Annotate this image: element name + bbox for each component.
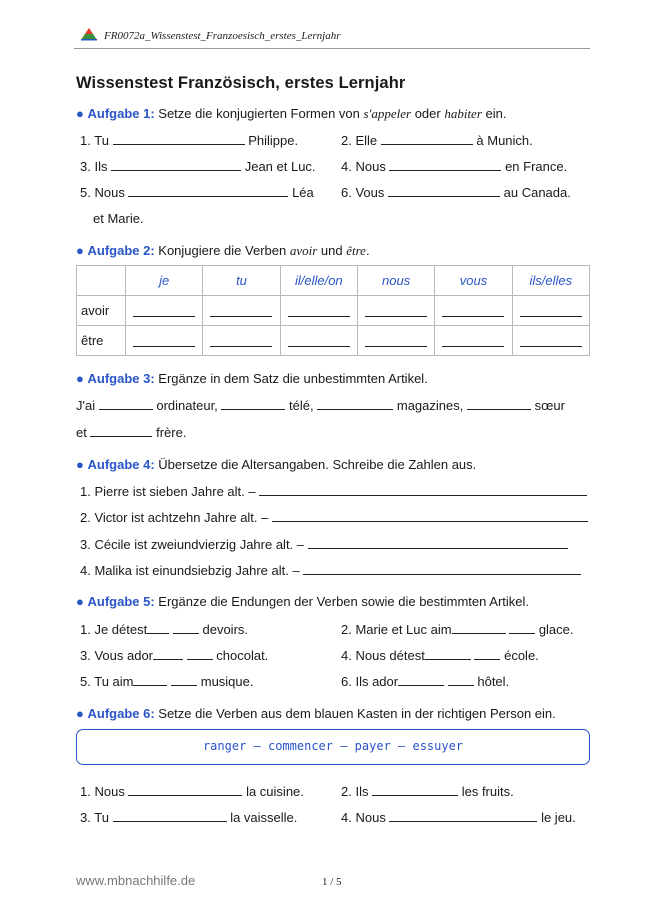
bullet-icon: ●: [76, 243, 84, 258]
task5-item-5: [80, 674, 253, 689]
item-pre: Ils ador: [355, 674, 399, 689]
answer-blank[interactable]: [147, 623, 169, 634]
task4-item-3: [80, 537, 568, 552]
task6-item-2: [341, 784, 514, 799]
answer-blank[interactable]: [171, 675, 197, 686]
table-cell[interactable]: [357, 326, 434, 356]
item-num: 2.: [341, 622, 352, 637]
sentence-part: magazines,: [396, 398, 464, 413]
item-num: 2.: [341, 133, 352, 148]
table-header-cell: vous: [435, 266, 512, 296]
answer-blank[interactable]: [133, 675, 167, 686]
task1-verb1: s'appeler: [363, 106, 412, 121]
table-cell[interactable]: [203, 326, 280, 356]
page-title: Wissenstest Französisch, erstes Lernjahr: [76, 74, 406, 92]
answer-blank[interactable]: [442, 316, 504, 317]
item-pre: Nous: [94, 185, 125, 200]
bullet-icon: ●: [76, 106, 84, 121]
task3-label: Aufgabe 3:: [87, 371, 155, 386]
answer-blank[interactable]: [308, 538, 568, 549]
item-text: Victor ist achtzehn Jahre alt. –: [94, 510, 269, 525]
item-num: 2.: [341, 784, 352, 799]
answer-blank[interactable]: [389, 160, 501, 171]
task5-item-4: [341, 648, 539, 663]
table-row: [77, 296, 590, 326]
answer-blank[interactable]: [259, 485, 587, 496]
answer-blank[interactable]: [389, 811, 537, 822]
item-post: la cuisine.: [246, 784, 304, 799]
item-post: devoirs.: [202, 622, 249, 637]
answer-blank[interactable]: [133, 316, 195, 317]
task6-text: Setze die Verben aus dem blauen Kasten in der richtigen Person ein.: [158, 706, 556, 721]
answer-blank[interactable]: [509, 623, 535, 634]
answer-blank[interactable]: [474, 649, 500, 660]
table-cell[interactable]: [512, 326, 589, 356]
table-cell[interactable]: [126, 296, 203, 326]
task5-item-1: [80, 622, 248, 637]
item-post: le jeu.: [541, 810, 576, 825]
table-header-cell: tu: [203, 266, 280, 296]
header-divider: [74, 48, 590, 49]
item-post: Léa: [292, 185, 314, 200]
task5-text: Ergänze die Endungen der Verben sowie die bestimmten Artikel.: [158, 594, 530, 609]
sentence-part: sœur: [534, 398, 565, 413]
table-cell[interactable]: [280, 296, 357, 326]
answer-blank[interactable]: [520, 316, 582, 317]
answer-blank[interactable]: [452, 623, 506, 634]
answer-blank[interactable]: [173, 623, 199, 634]
task4-label: Aufgabe 4:: [87, 457, 155, 472]
sentence-part: ordinateur,: [156, 398, 218, 413]
task6-label: Aufgabe 6:: [87, 706, 155, 721]
answer-blank[interactable]: [187, 649, 213, 660]
logo-icon: [80, 27, 98, 41]
answer-blank[interactable]: [99, 399, 153, 410]
item-pre: Nous: [355, 810, 386, 825]
task4-item-1: [80, 484, 587, 499]
item-pre: Nous détest: [355, 648, 425, 663]
item-pre: Marie et Luc aim: [355, 622, 452, 637]
task2-text-b: und: [317, 243, 347, 258]
task4-item-2: [80, 510, 588, 525]
task1-text: Setze die konjugierten Formen von: [158, 106, 364, 121]
table-row-label: être: [77, 326, 126, 356]
item-post: au Canada.: [503, 185, 571, 200]
table-header-cell: nous: [357, 266, 434, 296]
sentence-part: J'ai: [76, 398, 96, 413]
item-post: Philippe.: [248, 133, 299, 148]
table-header-row: [77, 266, 590, 296]
conjugation-table: [76, 265, 590, 356]
item-num: 1.: [80, 484, 91, 499]
table-cell[interactable]: [512, 296, 589, 326]
answer-blank[interactable]: [210, 346, 272, 347]
answer-blank[interactable]: [133, 346, 195, 347]
item-pre: Nous: [94, 784, 125, 799]
answer-blank[interactable]: [90, 426, 152, 437]
item-post: en France.: [505, 159, 568, 174]
verb-box: [76, 729, 590, 765]
item-text: Malika ist einundsiebzig Jahre alt. –: [94, 563, 300, 578]
answer-blank[interactable]: [520, 346, 582, 347]
page-number: 1 / 5: [322, 876, 342, 888]
answer-blank[interactable]: [113, 134, 245, 145]
task5-item-2: [341, 622, 574, 637]
answer-blank[interactable]: [128, 785, 242, 796]
task1-verb2: habiter: [444, 106, 482, 121]
task3-text: Ergänze in dem Satz die unbestimmten Artikel.: [158, 371, 428, 386]
answer-blank[interactable]: [388, 186, 500, 197]
item-num: 4.: [341, 159, 352, 174]
item-pre: Elle: [355, 133, 378, 148]
table-corner-cell: [77, 266, 126, 296]
verb-box-text: ranger – commencer – payer – essuyer: [202, 739, 464, 753]
item-num: 4.: [80, 563, 91, 578]
item-post: hôtel.: [477, 674, 510, 689]
item-pre: Vous ador: [94, 648, 154, 663]
sentence-part: télé,: [289, 398, 314, 413]
task1-item-3: [80, 159, 316, 174]
answer-blank[interactable]: [372, 785, 458, 796]
answer-blank[interactable]: [365, 316, 427, 317]
task1-text-c: ein.: [481, 106, 507, 121]
task1-text-b: oder: [411, 106, 445, 121]
answer-blank[interactable]: [111, 160, 241, 171]
item-num: 3.: [80, 648, 91, 663]
item-num: 2.: [80, 510, 91, 525]
task1-heading: [76, 106, 506, 122]
item-num: 6.: [341, 674, 352, 689]
table-cell[interactable]: [435, 296, 512, 326]
table-header-cell: il/elle/on: [280, 266, 357, 296]
bullet-icon: ●: [76, 457, 84, 472]
item-num: 4.: [341, 810, 352, 825]
table-header-cell: je: [126, 266, 203, 296]
item-text: Cécile ist zweiundvierzig Jahre alt. –: [94, 537, 305, 552]
item-post: la vaisselle.: [230, 810, 298, 825]
answer-blank[interactable]: [425, 649, 471, 660]
answer-blank[interactable]: [448, 675, 474, 686]
task1-item-2: [341, 133, 533, 148]
item-post: glace.: [538, 622, 574, 637]
answer-blank[interactable]: [381, 134, 473, 145]
answer-blank[interactable]: [365, 346, 427, 347]
task4-heading: [76, 457, 476, 472]
task6-heading: [76, 706, 556, 721]
item-post: Jean et Luc.: [244, 159, 316, 174]
task3-line-2: [76, 425, 186, 440]
item-pre: Je détest: [94, 622, 148, 637]
table-cell[interactable]: [357, 296, 434, 326]
item-pre: Ils: [355, 784, 369, 799]
item-pre: Tu: [94, 810, 109, 825]
sentence-part: et: [76, 425, 87, 440]
task3-heading: [76, 371, 428, 386]
item-num: 1.: [80, 784, 91, 799]
task2-text-c: .: [365, 243, 370, 258]
item-num: 3.: [80, 537, 91, 552]
task6-item-3: [80, 810, 297, 825]
task2-label: Aufgabe 2:: [87, 243, 155, 258]
table-cell[interactable]: [280, 326, 357, 356]
task1-item-6: [341, 185, 571, 200]
table-header-cell: ils/elles: [512, 266, 589, 296]
answer-blank[interactable]: [128, 186, 288, 197]
item-pre: Vous: [355, 185, 385, 200]
item-pre: Nous: [355, 159, 386, 174]
answer-blank[interactable]: [303, 564, 581, 575]
task3-line-1: [76, 398, 565, 413]
task5-item-3: [80, 648, 268, 663]
task1-item-5: [80, 185, 314, 200]
item-num: 4.: [341, 648, 352, 663]
answer-blank[interactable]: [113, 811, 227, 822]
task2-verb1: avoir: [289, 243, 318, 258]
item-post: musique.: [200, 674, 254, 689]
task1-label: Aufgabe 1:: [87, 106, 155, 121]
answer-blank[interactable]: [317, 399, 393, 410]
task1-item-4: [341, 159, 567, 174]
item-text: Pierre ist sieben Jahre alt. –: [94, 484, 256, 499]
task1-item-1: [80, 133, 298, 148]
task2-text: Konjugiere die Verben: [158, 243, 290, 258]
item-post: école.: [504, 648, 539, 663]
answer-blank[interactable]: [272, 511, 588, 522]
answer-blank[interactable]: [288, 316, 350, 317]
answer-blank[interactable]: [221, 399, 285, 410]
task5-heading: [76, 594, 529, 609]
item-pre: Tu: [94, 133, 109, 148]
item-post: à Munich.: [476, 133, 533, 148]
item-num: 5.: [80, 674, 91, 689]
item-pre: Tu aim: [94, 674, 134, 689]
item-num: 1.: [80, 133, 91, 148]
answer-blank[interactable]: [288, 346, 350, 347]
item-num: 3.: [80, 810, 91, 825]
item-post: chocolat.: [216, 648, 269, 663]
task2-heading: [76, 243, 370, 259]
task2-verb2: être: [346, 243, 366, 258]
table-row-label: avoir: [77, 296, 126, 326]
footer-website: www.mbnachhilfe.de: [76, 873, 196, 888]
table-cell[interactable]: [126, 326, 203, 356]
task1-continuation: et Marie.: [93, 211, 144, 226]
table-row: [77, 326, 590, 356]
item-num: 6.: [341, 185, 352, 200]
item-num: 5.: [80, 185, 91, 200]
bullet-icon: ●: [76, 371, 84, 386]
header-filename: FR0072a_Wissenstest_Franzoesisch_erstes_Lernjahr: [104, 30, 341, 42]
task4-item-4: [80, 563, 581, 578]
task4-text: Übersetze die Altersangaben. Schreibe die Zahlen aus.: [158, 457, 477, 472]
table-cell[interactable]: [203, 296, 280, 326]
answer-blank[interactable]: [467, 399, 531, 410]
answer-blank[interactable]: [153, 649, 183, 660]
item-num: 3.: [80, 159, 91, 174]
table-cell[interactable]: [435, 326, 512, 356]
item-num: 1.: [80, 622, 91, 637]
item-pre: Ils: [94, 159, 108, 174]
answer-blank[interactable]: [210, 316, 272, 317]
bullet-icon: ●: [76, 594, 84, 609]
task5-item-6: [341, 674, 509, 689]
answer-blank[interactable]: [442, 346, 504, 347]
task5-label: Aufgabe 5:: [87, 594, 155, 609]
bullet-icon: ●: [76, 706, 84, 721]
task6-item-1: [80, 784, 304, 799]
task6-item-4: [341, 810, 576, 825]
sentence-part: frère.: [156, 425, 187, 440]
item-post: les fruits.: [461, 784, 514, 799]
answer-blank[interactable]: [398, 675, 444, 686]
